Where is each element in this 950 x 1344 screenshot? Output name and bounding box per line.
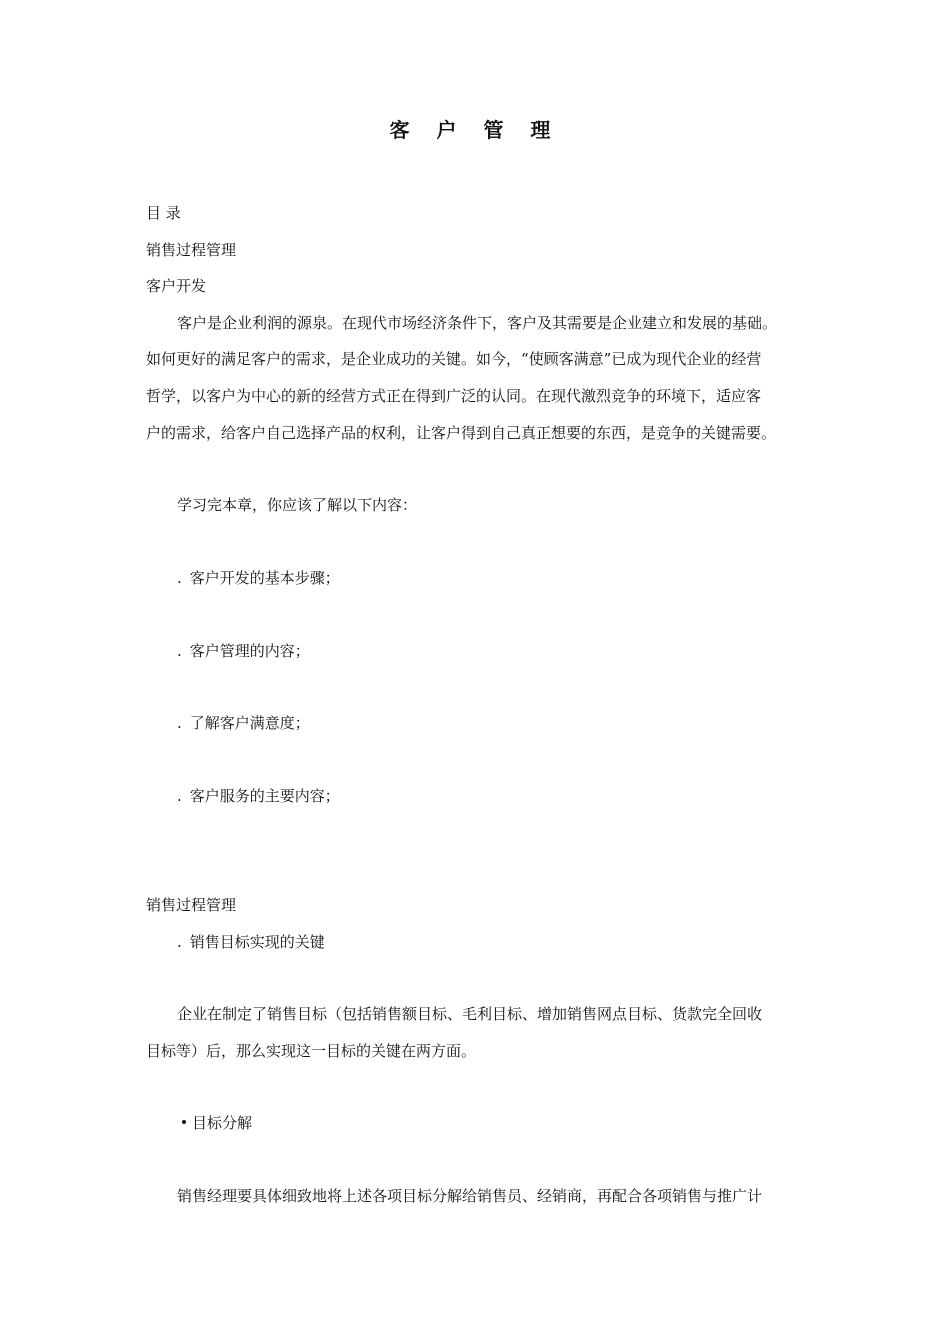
intro-line-4: 户的需求，给客户自己选择产品的权利，让客户得到自己真正想要的东西，是竞争的关键需要。 bbox=[146, 424, 777, 442]
toc-heading: 目 录 bbox=[146, 204, 181, 222]
point-text: 目标分解 bbox=[192, 1114, 253, 1132]
bullet-mark: . bbox=[177, 714, 182, 732]
bullet-mark: . bbox=[177, 787, 182, 805]
point-item bbox=[182, 1113, 252, 1133]
bullet-mark: . bbox=[177, 933, 182, 951]
section-subheading bbox=[177, 932, 325, 952]
intro-line-1: 客户是企业利润的源泉。在现代市场经济条件下，客户及其需要是企业建立和发展的基础。 bbox=[177, 314, 778, 332]
list-item-text: 了解客户满意度； bbox=[189, 714, 310, 732]
list-item-text: 客户管理的内容； bbox=[189, 642, 310, 660]
intro-line-2: 如何更好的满足客户的需求，是企业成功的关键。如今，“使顾客满意”已成为现代企业的经营 bbox=[146, 350, 762, 368]
list-item bbox=[177, 568, 340, 588]
list-item bbox=[177, 713, 310, 733]
paragraph-line-2: 目标等）后，那么实现这一目标的关键在两方面。 bbox=[146, 1042, 477, 1060]
bullet-mark: . bbox=[177, 642, 182, 660]
list-item bbox=[177, 641, 310, 661]
toc-item-sales-process: 销售过程管理 bbox=[146, 241, 237, 259]
bullet-dot-icon bbox=[182, 1120, 186, 1124]
paragraph-2-line-1: 销售经理要具体细致地将上述各项目标分解给销售员、经销商，再配合各项销售与推广计 bbox=[177, 1187, 763, 1205]
bullet-mark: . bbox=[177, 569, 182, 587]
intro-line-3: 哲学，以客户为中心的新的经营方式正在得到广泛的认同。在现代激烈竞争的环境下，适应客 bbox=[146, 387, 762, 405]
list-item bbox=[177, 786, 340, 806]
list-item-text: 客户服务的主要内容； bbox=[189, 787, 340, 805]
learn-lead: 学习完本章，你应该了解以下内容： bbox=[177, 496, 418, 514]
paragraph-line-1: 企业在制定了销售目标（包括销售额目标、毛利目标、增加销售网点目标、货款完全回收 bbox=[177, 1005, 763, 1023]
document-title: 客 户 管 理 bbox=[389, 118, 561, 142]
toc-item-customer-development: 客户开发 bbox=[146, 277, 207, 295]
list-item-text: 客户开发的基本步骤； bbox=[189, 569, 340, 587]
subheading-text: 销售目标实现的关键 bbox=[189, 933, 325, 951]
section-heading: 销售过程管理 bbox=[146, 896, 237, 914]
